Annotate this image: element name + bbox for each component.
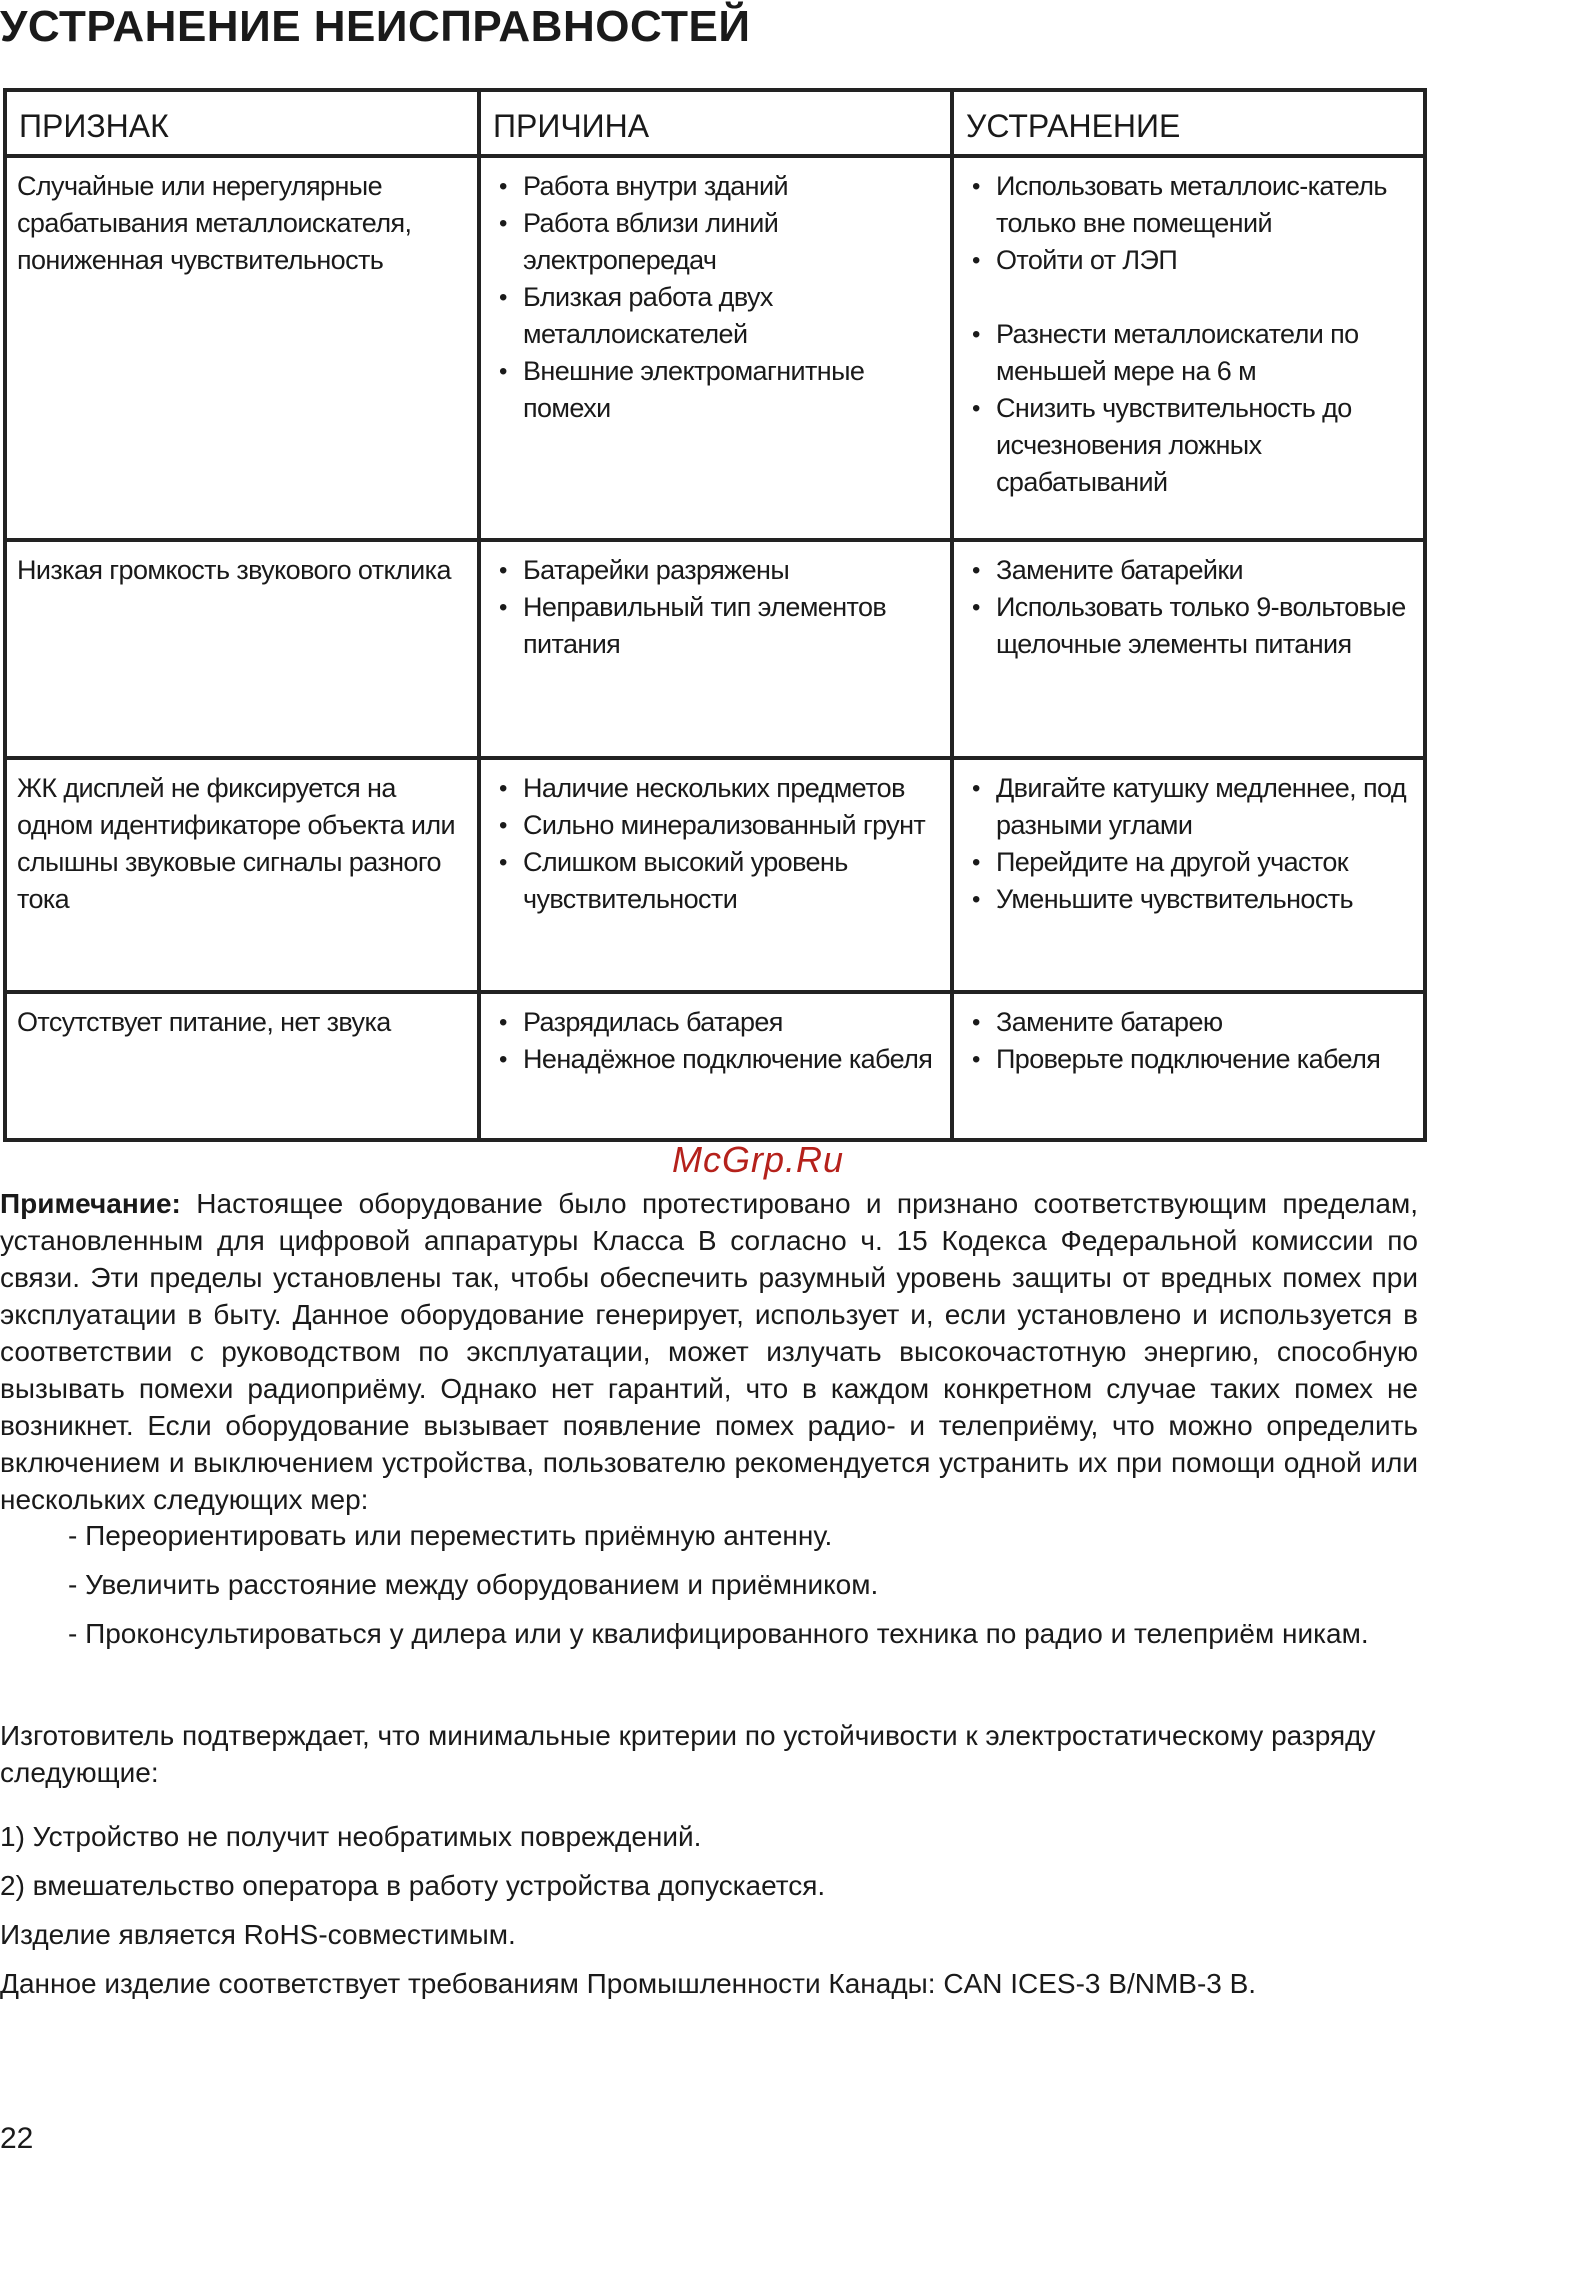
cause-cell bbox=[479, 758, 952, 992]
page-number: 22 bbox=[0, 2122, 34, 2155]
header-cause: ПРИЧИНА bbox=[479, 90, 952, 156]
symptom-text: Случайные или нерегулярные срабатывания металлоискателя, пониженная чувствительность bbox=[17, 171, 412, 275]
esd-item: 2) вмешательство оператора в работу устройства допускается. bbox=[0, 1870, 826, 1901]
list-item: • Наличие нескольких предметов bbox=[491, 770, 940, 807]
symptom-cell bbox=[5, 540, 479, 758]
list-item: • Близкая работа двух металлоискателей bbox=[491, 279, 940, 353]
cause-list bbox=[491, 168, 940, 427]
list-item: • Внешние электромагнитные помехи bbox=[491, 353, 940, 427]
list-item: • Сильно минерализованный грунт bbox=[491, 807, 940, 844]
rohs-statement: Изделие является RoHS-совместимым. bbox=[0, 1919, 516, 1950]
header-symptom: ПРИЗНАК bbox=[5, 90, 479, 156]
table-row bbox=[5, 156, 1425, 540]
table-row bbox=[5, 992, 1425, 1140]
symptom-text: Отсутствует питание, нет звука bbox=[17, 1007, 391, 1037]
remedy-list bbox=[964, 1004, 1413, 1078]
header-remedy: УСТРАНЕНИЕ bbox=[952, 90, 1425, 156]
symptom-text: Низкая громкость звукового отклика bbox=[17, 555, 451, 585]
remedy-cell bbox=[952, 758, 1425, 992]
recommendation-item: - Переориентировать или переместить приёмную антенну. bbox=[68, 1520, 833, 1551]
canada-statement: Данное изделие соответствует требованиям Промышленности Канады: CAN ICES-3 B/NMB-3 B. bbox=[0, 1968, 1257, 1999]
cause-cell bbox=[479, 992, 952, 1140]
list-item: • Разрядилась батарея bbox=[491, 1004, 940, 1041]
remedy-cell bbox=[952, 992, 1425, 1140]
table-header-row bbox=[5, 90, 1425, 156]
watermark: McGrp.Ru bbox=[672, 1139, 845, 1180]
list-item: • Работа внутри зданий bbox=[491, 168, 940, 205]
list-item: • Работа вблизи линий электропередач bbox=[491, 205, 940, 279]
list-item: • Слишком высокий уровень чувствительности bbox=[491, 844, 940, 918]
cause-cell bbox=[479, 540, 952, 758]
remedy-cell bbox=[952, 540, 1425, 758]
table-row bbox=[5, 540, 1425, 758]
list-item: • Перейдите на другой участок bbox=[964, 844, 1413, 881]
esd-intro: Изготовитель подтверждает, что минимальные критерии по устойчивости к электростатическому разряду следующие: bbox=[0, 1720, 1376, 1788]
list-item: • Ненадёжное подключение кабеля bbox=[491, 1041, 940, 1078]
table-row bbox=[5, 758, 1425, 992]
troubleshooting-table bbox=[3, 88, 1427, 1142]
remedy-list bbox=[964, 552, 1413, 663]
symptom-text: ЖК дисплей не фиксируется на одном идентификаторе объекта или слышны звуковые сигналы разного тока bbox=[17, 773, 456, 914]
remedy-cell bbox=[952, 156, 1425, 540]
cause-list bbox=[491, 552, 940, 663]
cause-list bbox=[491, 770, 940, 918]
page-title: УСТРАНЕНИЕ НЕИСПРАВНОСТЕЙ bbox=[0, 2, 751, 51]
note-label: Примечание: bbox=[0, 1188, 181, 1219]
esd-item: 1) Устройство не получит необратимых повреждений. bbox=[0, 1821, 702, 1852]
symptom-cell bbox=[5, 758, 479, 992]
list-item: • Использовать металлоис-катель только вне помещений bbox=[964, 168, 1413, 242]
list-item: • Уменьшите чувствительность bbox=[964, 881, 1413, 918]
list-item: • Проверьте подключение кабеля bbox=[964, 1041, 1413, 1078]
symptom-cell bbox=[5, 992, 479, 1140]
list-item: • Отойти от ЛЭП bbox=[964, 242, 1413, 279]
list-item: • Замените батарею bbox=[964, 1004, 1413, 1041]
list-item: • Использовать только 9-вольтовые щелочные элементы питания bbox=[964, 589, 1413, 663]
symptom-cell bbox=[5, 156, 479, 540]
note-text: Настоящее оборудование было протестировано и признано соответствующим пределам, установленным для цифровой аппаратуры Класса B согласно ч. 15 Кодекса Федеральной комиссии по связи. Эти пределы установлены так, чтобы обеспечить разумный уровень защиты от вредных помех при эксплуатации в быту. Данное оборудование генерирует, использует и, если установлено и используется в соответствии с руководством по эксплуатации, может излучать высокочастотную энергию, способную вызывать помехи радиоприёму. Однако нет гарантий, что в каждом конкретном случае таких помех не возникнет. Если оборудование вызывает появление помех радио- и телеприёму, что можно определить включением и выключением устройства, пользователю рекомендуется устранить их при помощи одной или нескольких следующих мер: bbox=[0, 1188, 1418, 1515]
remedy-list bbox=[964, 168, 1413, 501]
list-item: • Снизить чувствительность до исчезновения ложных срабатываний bbox=[964, 390, 1413, 501]
recommendation-item: - Проконсультироваться у дилера или у квалифицированного техника по радио и телеприём никам. bbox=[68, 1618, 1369, 1649]
recommendation-item: - Увеличить расстояние между оборудованием и приёмником. bbox=[68, 1569, 879, 1600]
note-paragraph bbox=[0, 1185, 1418, 1518]
list-item: • Замените батарейки bbox=[964, 552, 1413, 589]
cause-list bbox=[491, 1004, 940, 1078]
list-item: • Двигайте катушку медленнее, под разными углами bbox=[964, 770, 1413, 844]
remedy-list bbox=[964, 770, 1413, 918]
list-item: • Батарейки разряжены bbox=[491, 552, 940, 589]
list-item: • Неправильный тип элементов питания bbox=[491, 589, 940, 663]
list-item: • Разнести металлоискатели по меньшей мере на 6 м bbox=[964, 316, 1413, 390]
cause-cell bbox=[479, 156, 952, 540]
